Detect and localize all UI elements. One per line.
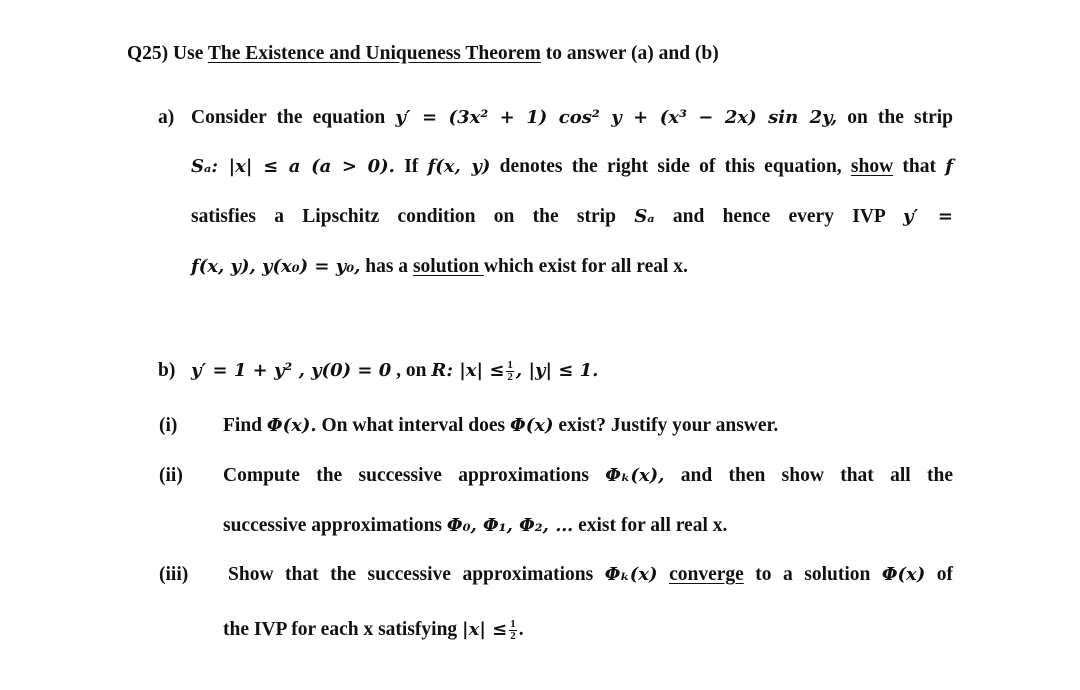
item-iii-text-3: the IVP for each x satisfying [223,619,463,640]
phi-k-2: Φₖ(x) [604,564,658,585]
part-a-equation: y′ = (3x² + 1) cos² y + (x³ − 2x) sin 2y, [395,107,838,128]
item-i-label: (i) [159,415,178,436]
fraction-denominator-2: 2 [510,630,516,643]
part-a-text-6: has a [360,256,413,277]
fraction-one-half-2 [509,619,517,642]
phi-x-2: Φ(x) [510,415,554,436]
function-f: f [945,156,954,177]
item-ii-line-2 [223,515,727,537]
item-iii-period: . [518,619,524,640]
item-iii-tail: of [925,564,954,585]
strip-symbol: Sₐ [634,206,655,227]
item-iii-line-1 [228,564,953,586]
question-heading [127,43,719,65]
item-iii-label: (iii) [159,564,189,585]
part-a-line-4 [191,256,688,278]
fraction-numerator: 1 [507,359,513,372]
converge-word: converge [669,564,744,585]
part-a-text-1: If [394,156,428,177]
item-i-text-2: On what interval does [316,415,511,436]
part-a-line-1 [191,107,953,129]
part-a-text-2: denotes the right side of this equation, [490,156,851,177]
item-iii-text-2: to a solution [743,564,882,585]
phi-sequence: Φ₀, Φ₁, Φ₂, … [446,515,574,536]
part-a-text-5: and hence every IVP [654,206,904,227]
item-ii-label: (ii) [159,465,183,486]
part-a-label: a) [158,107,175,128]
ivp-start: y′ = [903,206,953,227]
part-a-lead: Consider the equation [191,107,396,128]
item-iii-line-2 [223,619,524,642]
heading-suffix: to answer (a) and (b) [540,43,719,64]
fraction-one-half [506,360,514,383]
item-iii-text-1: Show that the successive approximations [228,564,605,585]
abs-x-bound: |x| ≤ [462,619,508,640]
part-a-text-3: that [893,156,946,177]
fraction-numerator-2: 1 [510,618,516,631]
item-i-text-3: exist? Justify your answer. [553,415,779,436]
part-b-equation: y′ = 1 + y² , y(0) = 0 [191,360,392,381]
part-b-statement [191,360,598,383]
item-ii-line-1 [223,465,953,487]
show-word: show [850,156,894,177]
part-a-line-2 [191,156,953,178]
part-a-text-7: which exist for all real x. [483,256,688,277]
item-ii-tail: and then show that all the [664,465,953,486]
phi-x: Φ(x). [266,415,317,436]
strip-definition: Sₐ: |x| ≤ a (a > 0). [191,156,395,177]
part-a-line-3 [191,206,953,228]
region-r: R: |x| ≤ [431,360,505,381]
function-f-xy: f(x, y) [427,156,491,177]
part-b-label: b) [158,360,176,381]
item-i-text [223,415,778,437]
item-ii-tail-2: exist for all real x. [573,515,728,536]
item-ii-text-2: successive approximations [223,515,447,536]
solution-word: solution [412,256,484,277]
heading-prefix: Q25) Use [127,43,208,64]
part-b-on: , on [391,360,432,381]
ivp-condition: f(x, y), y(x₀) = y₀, [191,256,361,277]
item-ii-text-1: Compute the successive approximations [223,465,606,486]
region-tail: , |y| ≤ 1. [515,360,599,381]
part-a-trail: on the strip [847,107,953,128]
item-i-text-1: Find [223,415,267,436]
phi-x-3: Φ(x) [881,564,926,585]
fraction-denominator: 2 [507,371,513,384]
part-a-text-4: satisfies a Lipschitz condition on the strip [191,206,635,227]
theorem-name: The Existence and Uniqueness Theorem [207,43,541,64]
phi-k: Φₖ(x), [605,465,665,486]
